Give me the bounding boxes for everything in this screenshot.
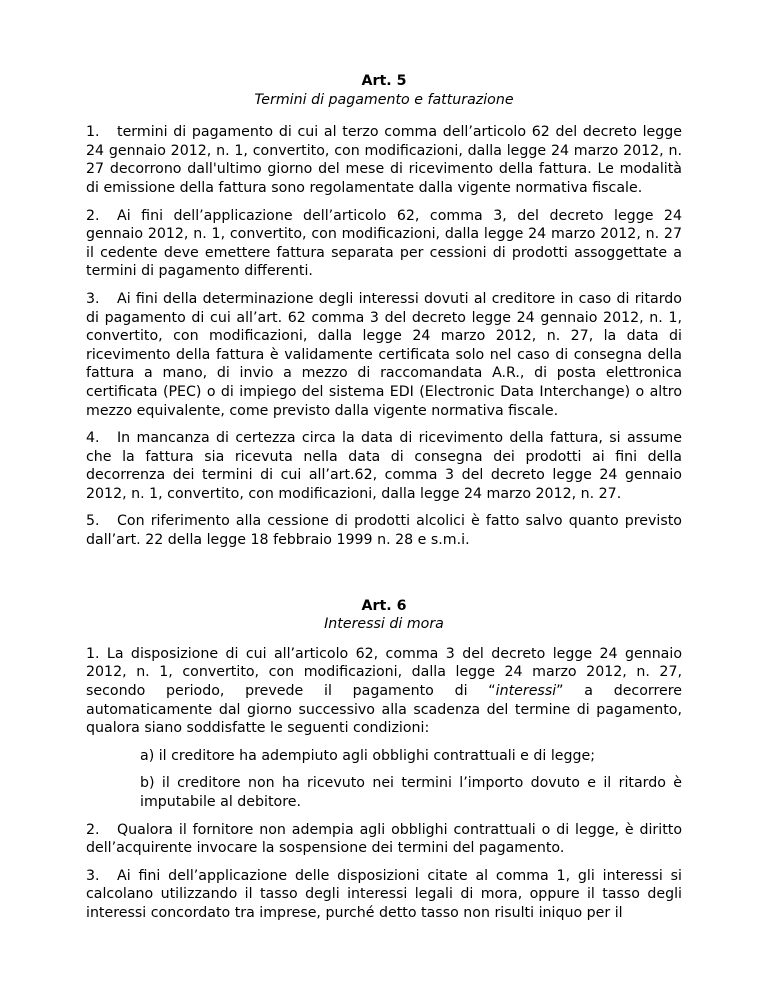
paragraph-number: 3. (86, 867, 100, 884)
paragraph-text: Ai fini della determinazione degli interessi dovuti al creditore in caso di ritardo di pagamento di cui all’art. 62 comma 3 del decreto legge 24 gennaio 2012, n. 1, convertito, con modificazioni, dalla legge 24 marzo 2012, n. 27, la data di ricevimento della fattura è validamente certificata solo nel caso di consegna della fattura a mano, di invio a mezzo di raccomandata A.R., di posta elettronica certificata (PEC) o di impiego del sistema EDI (Electronic Data Interchange) o altro mezzo equivalente, come previsto dalla vigente normativa fiscale. (86, 290, 682, 419)
article-5-number: Art. 5 (361, 73, 407, 89)
paragraph-number: 2. (86, 821, 100, 838)
paragraph-text: In mancanza di certezza circa la data di ricevimento della fattura, si assume che la fattura sia ricevuta nella data di consegna dei prodotti ai fini della decorrenza dei termini di cui all’art.62, comma 3 del decreto legge 24 gennaio 2012, n. 1, convertito, con modificazioni, dalla legge 24 marzo 2012, n. 27. (86, 430, 682, 502)
condition-b: b) il creditore non ha ricevuto nei termini l’importo dovuto e il ritardo è imputabile al debitore. (140, 775, 682, 810)
art6-paragraph-3 (86, 867, 682, 923)
paragraph-number: 3. (86, 290, 100, 307)
italic-term: interessi (495, 683, 557, 700)
article-6-number: Art. 6 (361, 597, 407, 614)
paragraph-number: 1. (86, 124, 100, 141)
paragraph-text: termini di pagamento di cui al terzo comma dell’articolo 62 del decreto legge 24 gennaio 2012, n. 1, convertito, con modificazioni, dalla legge 24 marzo 2012, n. 27 decorrono dall'ultimo giorno del mese di ricevimento della fattura. Le modalità di emissione della fattura sono regolamentate dalla vigente normativa fiscale. (86, 124, 682, 196)
art5-paragraph-2 (86, 207, 682, 281)
art6-paragraph-1 (86, 645, 682, 738)
article-5-heading (86, 72, 682, 109)
article-6-title: Interessi di mora (324, 616, 444, 633)
paragraph-text-start: 1. La disposizione di cui all’articolo 62, comma 3 del decreto legge 24 gennaio 2012, n. 1, convertito, con modificazioni, dalla legge 24 marzo 2012, n. 27, secondo periodo, prevede il pagamento di “ (86, 645, 682, 700)
condition-a: a) il creditore ha adempiuto agli obblighi contrattuali e di legge; (140, 747, 596, 764)
art5-paragraph-5 (86, 512, 682, 549)
art5-paragraph-4 (86, 429, 682, 503)
paragraph-number: 2. (86, 207, 100, 224)
art6-paragraph-2 (86, 821, 682, 858)
article-5-title: Termini di pagamento e fatturazione (254, 91, 514, 108)
paragraph-text: Ai fini dell’applicazione dell’articolo 62, comma 3, del decreto legge 24 gennaio 2012, n. 1, convertito, con modificazioni, dalla legge 24 marzo 2012, n. 27 il cedente deve emettere fattura separata per cessioni di prodotti assoggettate a termini di pagamento differenti. (86, 207, 682, 280)
paragraph-number: 4. (86, 430, 100, 447)
art5-paragraph-3 (86, 290, 682, 420)
paragraph-text: Qualora il fornitore non adempia agli obblighi contrattuali o di legge, è diritto dell’acquirente invocare la sospensione dei termini del pagamento. (86, 821, 682, 857)
paragraph-text-end: ” a decorrere automaticamente dal giorno successivo alla scadenza del termine di pagamento, qualora siano soddisfatte le seguenti condizioni: (86, 683, 682, 737)
article-6-heading (86, 597, 682, 634)
paragraph-number: 5. (86, 513, 100, 530)
paragraph-text: Ai fini dell’applicazione delle disposizioni citate al comma 1, gli interessi si calcolano utilizzando il tasso degli interessi legali di mora, oppure il tasso degli interessi concordato tra imprese, purché detto tasso non risulti iniquo per il (86, 867, 682, 921)
art5-paragraph-1 (86, 123, 682, 197)
paragraph-text: Con riferimento alla cessione di prodotti alcolici è fatto salvo quanto previsto dall’art. 22 della legge 18 febbraio 1999 n. 28 e s.m.i. (86, 513, 682, 549)
